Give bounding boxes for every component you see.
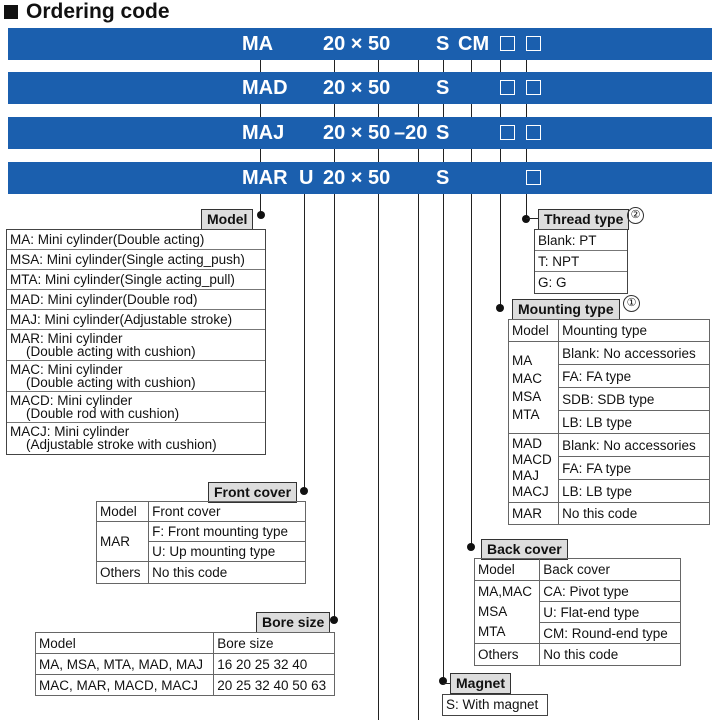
connector-line [526,218,538,219]
connector-line [500,60,501,72]
band-size: 20 × 50 [323,122,391,144]
connector-line [418,60,419,72]
band-stroke-adjust: –20 [394,122,428,144]
table-cell: LB: LB type [559,480,710,503]
connector-line [378,104,379,117]
mounting-box-icon [500,125,515,140]
front-cover-dot-icon [300,487,308,495]
note-2-icon: ② [627,207,644,224]
band-magnet-code: S [436,77,450,99]
table-cell: No this code [559,503,710,525]
model-dot-icon [257,211,265,219]
list-item: MACD: Mini cylinder (Double rod with cushion) [7,392,265,423]
back-cover-connector [471,194,472,546]
band-size: 20 × 50 [323,167,391,189]
list-item: MTA: Mini cylinder(Single acting_pull) [7,270,265,290]
table-cell: U: Flat-end type [540,602,681,623]
list-item: MAJ: Mini cylinder(Adjustable stroke) [7,310,265,330]
bore-size-label: Bore size [256,612,330,633]
band-prefix: MAR [242,167,288,189]
connector-line [334,149,335,162]
connector-line [334,60,335,72]
connector-line [334,104,335,117]
table-cell: Blank: No accessories [559,342,710,365]
table-cell: CA: Pivot type [540,581,681,602]
thread-box-icon [526,170,541,185]
connector-line [471,104,472,117]
table-cell: Others [97,562,149,584]
back-cover-dot-icon [467,543,475,551]
band-back-cover-code: CM [458,33,490,55]
table-cell: SDB: SDB type [559,388,710,411]
table-cell: MAR [509,503,559,525]
table-cell: 20 25 32 40 50 63 [214,675,335,696]
band-magnet-code: S [436,33,450,55]
connector-line [500,149,501,162]
list-item: MAC: Mini cylinder (Double acting with cushion) [7,361,265,392]
mounting-type-table [508,319,710,525]
table-header: Model [97,502,149,522]
connector-line [526,104,527,117]
connector-line [260,104,261,117]
band-magnet-code: S [436,167,450,189]
list-item: Blank: PT [535,230,627,251]
code-band-maj [8,117,712,149]
connector-line [471,149,472,162]
front-cover-connector [304,194,305,490]
band-prefix: MA [242,33,274,55]
table-header: Bore size [214,633,335,654]
stroke-connector [378,194,379,720]
code-band-ma [8,28,712,60]
list-item: G: G [538,275,567,290]
list-item: T: NPT [535,251,627,272]
connector-line [443,149,444,162]
table-cell: MA,MAC MSA MTA [475,581,540,644]
code-band-mar [8,162,712,194]
table-cell: U: Up mounting type [149,542,306,562]
mounting-box-icon [500,36,515,51]
table-cell: F: Front mounting type [149,522,306,542]
thread-type-list [534,229,628,294]
band-prefix: MAJ [242,122,285,144]
table-cell: Others [475,644,540,666]
table-cell: No this code [149,562,306,584]
connector-line [443,60,444,72]
table-cell: MA, MSA, MTA, MAD, MAJ [36,654,214,675]
model-label: Model [201,209,253,230]
back-cover-label: Back cover [481,539,568,560]
connector-line [443,104,444,117]
title-bullet-icon [4,5,18,19]
list-item: MAR: Mini cylinder (Double acting with cushion) [7,330,265,361]
stroke-adjust-connector [418,194,419,720]
connector-line [378,149,379,162]
table-header: Model [509,320,559,342]
thread-box-icon [526,36,541,51]
connector-line [471,60,472,72]
table-cell: MAR [97,522,149,562]
bore-size-connector [334,194,335,620]
list-item: S: With magnet [446,697,539,712]
magnet-label: Magnet [450,673,511,694]
table-cell: MAD MACD MAJ MACJ [509,434,559,503]
front-cover-label: Front cover [208,482,297,503]
connector-line [526,60,527,72]
table-cell: MA MAC MSA MTA [509,342,559,434]
table-header: Model [36,633,214,654]
band-size: 20 × 50 [323,33,391,55]
magnet-connector [443,194,444,680]
connector-line [526,149,527,162]
back-cover-table [474,558,681,666]
connector-line [500,104,501,117]
connector-line [378,60,379,72]
list-item: MA: Mini cylinder(Double acting) [7,230,265,250]
thread-type-label: Thread type [538,209,629,230]
band-size: 20 × 50 [323,77,391,99]
band-prefix: MAD [242,77,288,99]
mounting-box-icon [500,80,515,95]
list-item: MSA: Mini cylinder(Single acting_push) [7,250,265,270]
table-cell: Blank: No accessories [559,434,710,457]
band-magnet-code: S [436,122,450,144]
table-cell: LB: LB type [559,411,710,434]
table-cell: 16 20 25 32 40 [214,654,335,675]
list-item: MAD: Mini cylinder(Double rod) [7,290,265,310]
magnet-list [442,694,548,716]
connector-line [418,104,419,117]
code-band-mad [8,72,712,104]
table-header: Model [475,559,540,581]
table-header: Front cover [149,502,306,522]
front-cover-table [96,501,306,584]
mounting-type-label: Mounting type [512,299,620,320]
band-front-cover-code: U [299,167,314,189]
page-title: Ordering code [0,0,170,24]
bore-size-dot-icon [330,616,338,624]
thread-box-icon [526,80,541,95]
table-header: Mounting type [559,320,710,342]
table-cell: CM: Round-end type [540,623,681,644]
mounting-dot-icon [496,304,504,312]
note-1-icon: ① [623,295,640,312]
mounting-connector [500,194,501,307]
table-cell: No this code [540,644,681,666]
connector-line [418,149,419,162]
table-header: Back cover [540,559,681,581]
table-cell: FA: FA type [559,365,710,388]
connector-line [260,149,261,162]
model-list [6,229,266,455]
table-cell: MAC, MAR, MACD, MACJ [36,675,214,696]
bore-size-table [35,632,335,696]
list-item: MACJ: Mini cylinder (Adjustable stroke with cushion) [10,424,217,452]
table-cell: FA: FA type [559,457,710,480]
thread-box-icon [526,125,541,140]
connector-line [260,60,261,72]
